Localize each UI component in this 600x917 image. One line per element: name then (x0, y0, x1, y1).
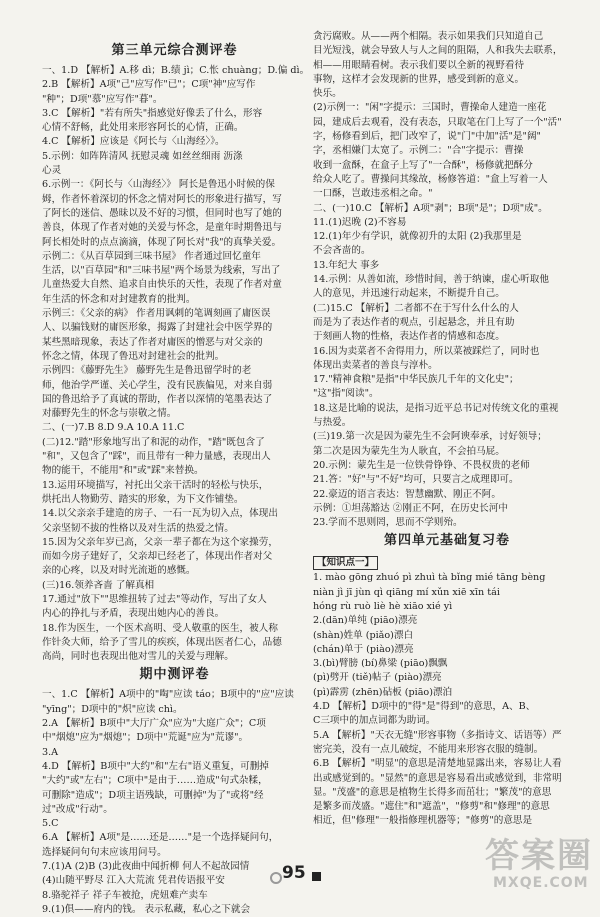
answer-line: 6.B 【解析】"明显"的意思是清楚地显露出来，容易让人看 (313, 758, 562, 770)
answer-line: 人、以骗钱财的庸医形象，揭露了封建社会中医学界的 (42, 322, 273, 334)
answer-line: 17."精神食粮"是指"中华民族几千年的文化史"； (313, 374, 519, 386)
answer-line: "这"指"阅读"。 (313, 388, 379, 400)
answer-line: 一、1.C 【解析】A项中的"啕"应读 táo；B项中的"应"应读 (42, 689, 294, 701)
answer-line: 与热爱。 (313, 417, 352, 429)
answer-line: 22.豪迈的语言表达：智慧幽默、刚正不阿。 (313, 488, 501, 500)
answer-line: 5.A 【解析】"天衣无缝"形容事物（多指诗文、话语等）严 (313, 729, 562, 741)
answer-line: 物的能干，不能用"和"或"踩"来替换。 (42, 465, 204, 477)
answer-line: 选择疑问句句末应该用问号。 (42, 846, 167, 858)
answer-line: 2.(dān)单纯 (piāo)漂亮 (313, 615, 418, 627)
answer-line: 18.作为医生，一个医术高明、受人敬重的医生，被人称 (42, 622, 278, 634)
answer-line: "yīng"；D项中的"炽"应读 chì。 (42, 703, 183, 715)
answer-line: (chán)单于 (piào)漂亮 (313, 643, 414, 655)
section-title-unit3: 第三单元综合测评卷 (111, 43, 238, 58)
answer-line: 第二次是因为蒙先生为人耿直，不会拍马屁。 (313, 445, 505, 457)
answer-line: "种"；D项"慕"应写作"暮"。 (42, 93, 163, 105)
answer-line: 显。"茂盛"的意思是植物生长得多而茁壮；"繁茂"的意思 (313, 786, 552, 798)
answer-line: 而是为了表达作者的观点，引起悬念，并且有助 (313, 316, 515, 328)
answer-line: (二)15.C 【解析】二者都不在于写什么什么的人 (313, 302, 519, 314)
answer-line: 年生活的怀念和对封建教育的批判。 (42, 293, 196, 305)
answer-line: 23.学而不思则罔，思而不学则殆。 (313, 517, 463, 529)
answer-line: 过"改成"行动"。 (42, 803, 113, 815)
answer-line: 4.D 【解析】B项中"大约"和"左右"语义重复，可删掉 (42, 760, 269, 772)
answer-line: "和"，又包含了"踩"，而且带有一种力量感，表现出人 (42, 451, 271, 463)
answer-line: 心灵 (42, 165, 62, 177)
answer-line: 怀念之情，体现了鲁迅对封建社会的批判。 (42, 350, 225, 362)
answer-line: 14.示例：从善如流，珍惜时间，善于纳谏，虚心听取他 (313, 274, 549, 286)
answer-line: 一、1.D 【解析】A.移 dì；B.绩 jì；C.怅 chuàng；D.偏 dì。 (42, 65, 310, 76)
answer-line: "大约"或"左右"；C项中"是由于……造成"句式杂糅， (42, 775, 268, 787)
answer-line: 对藤野先生的怀念与崇敬之情。 (42, 408, 177, 420)
answer-line: 某些黑暗现象，表达了作者对庸医的憎恶与对父亲的 (42, 336, 263, 348)
right-answers (313, 30, 581, 530)
answer-line: (三)16.领养吝啬 了解真相 (42, 579, 155, 591)
answer-line: 2.B 【解析】A项"己"应写作"已"；C项"神"应写作 (42, 79, 256, 91)
answer-line: 一口酥，岂敢违丞相之命。" (313, 188, 433, 200)
section-title-unit4: 第四单元基础复习卷 (383, 533, 510, 549)
answer-line: 4.D 【解析】D项中的"得"是"得到"的意思，A、B、 (313, 701, 536, 713)
answer-line: 国的鲁迅给予了真诚的帮助，作者以深情的笔墨表达了 (42, 393, 273, 405)
answer-line: 目光短浅，就会导致人与人之间的阻隔，人和我失去联系， (313, 45, 563, 57)
answer-line: hóng rù ruò liè hè xiāo xié yì (313, 600, 453, 612)
answer-line: 示例：①坦荡豁达 ②刚正不阿，在历史长河中 (313, 502, 508, 514)
answer-line: 18.这是比喻的说法，是指习近平总书记对传统文化的重视 (313, 402, 559, 414)
answer-line: 12.(1)年少有学识，就像初升的太阳 (2)我那里是 (313, 231, 522, 243)
answer-line: 二、(一)10.C 【解析】A项"剥"；B项"是"；D项"成"。 (313, 202, 548, 214)
answer-line: 17.通过"放下""思维扭转了过去"等动作，写出了女人 (42, 593, 267, 605)
answer-line: 而如今房子建好了，父亲却已经老了，体现出作者对父 (42, 551, 273, 563)
answer-line: (2)示例一："闲"字提示：三国时，曹操命人建造一座花 (313, 102, 547, 114)
answer-line: 内心的挣扎与矛盾，表现出她内心的善良。 (42, 608, 225, 620)
answer-line: 1. mào gōng zhuó pì zhuì tà bǐng mié tāng bèng (313, 572, 546, 584)
answer-line: 20.示例：蒙先生是一位铁骨铮铮、不畏权贵的老师 (313, 459, 530, 471)
answer-line: 烘托出人物勤劳、踏实的形象，为下文作铺垫。 (42, 493, 244, 505)
answer-line: (4)山随平野尽 江入大荒流 凭君传语报平安 (42, 875, 225, 887)
answer-line: 不会吝啬的。 (313, 245, 371, 257)
answer-line: niàn jì jī jùn qì qiāng mí xǔn xiē xīn tái (313, 586, 500, 598)
answer-line: 7.(1)A (2)B (3)此夜曲中闻折柳 何人不起故园情 (42, 861, 250, 873)
answer-line: 贪污腐败。从——两个相隔。表示如果我们只知道自己 (313, 31, 544, 42)
answer-line: 高尚，同时也表现出他对雪儿的关爱与理解。 (42, 651, 234, 663)
page-square-icon (312, 872, 321, 881)
answer-line: 4.C 【解析】应该是《阿长与〈山海经〉》。 (42, 136, 225, 148)
answer-line: 相——用眼睛看树。表示我们要以全新的视野看待 (313, 59, 525, 71)
answer-line: 人的意见，并迅速行动起来，不断提升自己。 (313, 288, 505, 300)
answer-line: 14.以父亲亲手建造的房子、一石一瓦为切入点，体现出 (42, 508, 278, 520)
answer-line: 心情不舒畅，此处用来形容阿长的心情，正确。 (42, 122, 244, 134)
midterm-answers (42, 688, 307, 917)
answer-line: 亲的心疼，以及对时光流逝的感慨。 (42, 565, 196, 577)
answer-line: 园，建成后去观看，没有表态，只取笔在门上写了一个"活" (313, 116, 562, 128)
answer-line: 5.示例：如阵阵清风 抚慰灵魂 如丝丝细雨 沥涤 (42, 150, 243, 162)
answer-line: 生活，以"百草园"和"三味书屋"两个场景为线索，写出了 (42, 265, 281, 277)
answer-line: 9.(1)俱——府内的钱。 表示私藏，私心之下就会 (42, 903, 251, 915)
answer-line: 快乐。 (313, 88, 342, 100)
answer-line: (pì)霹雳 (zhēn)砧板 (piāo)漂泊 (313, 686, 453, 698)
answer-line: 收到一盒酥，在盒子上写了"一合酥"，杨修就把酥分 (313, 159, 533, 171)
answer-line: 体现出卖菜者的善良与淳朴。 (313, 359, 438, 371)
watermark-sub: MXQE.COM (493, 875, 589, 891)
answer-line: 出或感觉到的。"显然"的意思是容易看出或感觉到，非常明 (313, 772, 562, 784)
answer-line: 示例三：《父亲的病》 作者用讽刺的笔调刻画了庸医误 (42, 308, 271, 320)
answer-line: 6.A 【解析】A项"是……还是……"是一个选择疑问句， (42, 832, 279, 844)
answer-line: 于刻画人物的性格，表达作者的情感和态度。 (313, 331, 505, 343)
answer-line: 儿童热爱大自然、追求自由快乐的天性，表现了作者对童 (42, 279, 282, 291)
answer-line: C三项中的加点词都为助词。 (313, 715, 436, 727)
answer-line: 二、(一)7.B 8.D 9.A 10.A 11.C (42, 422, 185, 434)
unit4-answers (313, 700, 581, 829)
section-title-midterm: 期中测评卷 (139, 667, 210, 683)
answer-line: 了阿长的迷信、愚昧以及不好的习惯，但同时也写了她的 (42, 207, 282, 219)
knowledge-point-label: 【知识点一】 (313, 556, 378, 570)
answer-line: 父亲坚韧不拔的性格以及对生活的热爱之情。 (42, 522, 234, 534)
pinyin-answers (313, 571, 581, 614)
answer-line: 3.(bì)臂膀 (bí)鼻梁 (piāo)飘飘 (313, 658, 448, 670)
page-number: 95 (282, 863, 306, 883)
answer-line: 示例二：《从百草园到三味书屋》 作者通过回忆童年 (42, 250, 261, 262)
answer-line: 是繁多而茂盛。"遮住"和"遮盖"，"修剪"和"修理"的意思 (313, 801, 550, 813)
answer-line: 字，杨修看到后，把门改窄了，说"门"中加"活"是"阔" (313, 131, 541, 143)
answer-line: 16.因为卖菜者不舍得用力，所以菜被踩烂了，同时也 (313, 345, 540, 357)
answer-line: 11.(1)迟晚 (2)不容易 (313, 216, 407, 228)
answer-line: 事物，这样才会发现新的世界，感受到新的意义。 (313, 73, 525, 85)
answer-line: (二)12."踏"形象地写出了和泥的动作，"踏"既包含了 (42, 436, 265, 448)
answer-line: (三)19.第一次是因为蒙先生不会阿谀奉承，讨好领导； (313, 431, 547, 443)
answer-line: 15.因为父亲年岁已高，父亲一辈子都在为这个家操劳， (42, 536, 278, 548)
left-answers (42, 64, 310, 664)
answer-line: 可删除"造成"；D项主语残缺，可删掉"为了"或将"经 (42, 789, 264, 801)
answer-line: 密完美，没有一点儿破绽，不能用来形容衣服的缝制。 (313, 743, 544, 755)
answer-line: 阿长相处时的点点滴滴，体现了阿长对"我"的真挚关爱。 (42, 236, 282, 248)
answer-line: 相近，但"修理"一般指修理机器等；"修剪"的意思是 (313, 815, 533, 827)
answer-line: 3.A (42, 746, 59, 758)
watermark-main: 答案圈 (485, 836, 593, 876)
answer-line: 师，他治学严谨、关心学生，没有民族偏见，对来自弱 (42, 379, 273, 391)
page-marker-icon (270, 872, 282, 884)
answer-line: 2.A 【解析】B项中"大厅广众"应为"大庭广众"；C项 (42, 718, 266, 730)
answer-line: 6.示例一：《阿长与〈山海经〉》 阿长是鲁迅小时候的保 (42, 179, 275, 191)
answer-line: 字，丞相嫌门太宽了。示例二："合"字提示：曹操 (313, 145, 524, 157)
answer-line: 作针灸大师，给予了雪儿的疾疾，体现出医者仁心，品德 (42, 636, 282, 648)
answer-line: 善良，体现了作者对她的关爱与怀念，是童年时期鲁迅与 (42, 222, 282, 234)
answer-line: 5.C (42, 818, 59, 830)
answer-line: 13.年纪大 事多 (313, 259, 380, 271)
answer-line: 13.运用环境描写，衬托出父亲干活时的轻松与快乐， (42, 479, 269, 491)
polyphone-answers (313, 614, 581, 700)
answer-line: (pì)劈开 (tiě)帖子 (piào)漂亮 (313, 672, 442, 684)
answer-line: 8.骆驼祥子 祥子车被抢，虎妞难产卖车 (42, 889, 208, 901)
answer-line: (shàn)姓单 (piǎo)漂白 (313, 629, 414, 641)
answer-line: 姆，作者怀着深切的怀念之情对阿长的形象进行描写，写 (42, 193, 282, 205)
answer-line: 给众人吃了。曹操问其缘故，杨修答道："盒上写着一人 (313, 173, 548, 185)
watermark (485, 836, 595, 896)
answer-line: 示例四：《藤野先生》 藤野先生是鲁迅留学时的老 (42, 365, 252, 377)
answer-line: 3.C 【解析】"若有所失"指感觉好像丢了什么，形容 (42, 107, 263, 119)
answer-line: 21.答："好"与"不好"均可，只要言之成理即可。 (313, 474, 519, 486)
answer-line: 中"烟熄"应为"烟熄"；D项中"荒诞"应为"荒谬"。 (42, 732, 249, 744)
right-column (313, 30, 581, 870)
